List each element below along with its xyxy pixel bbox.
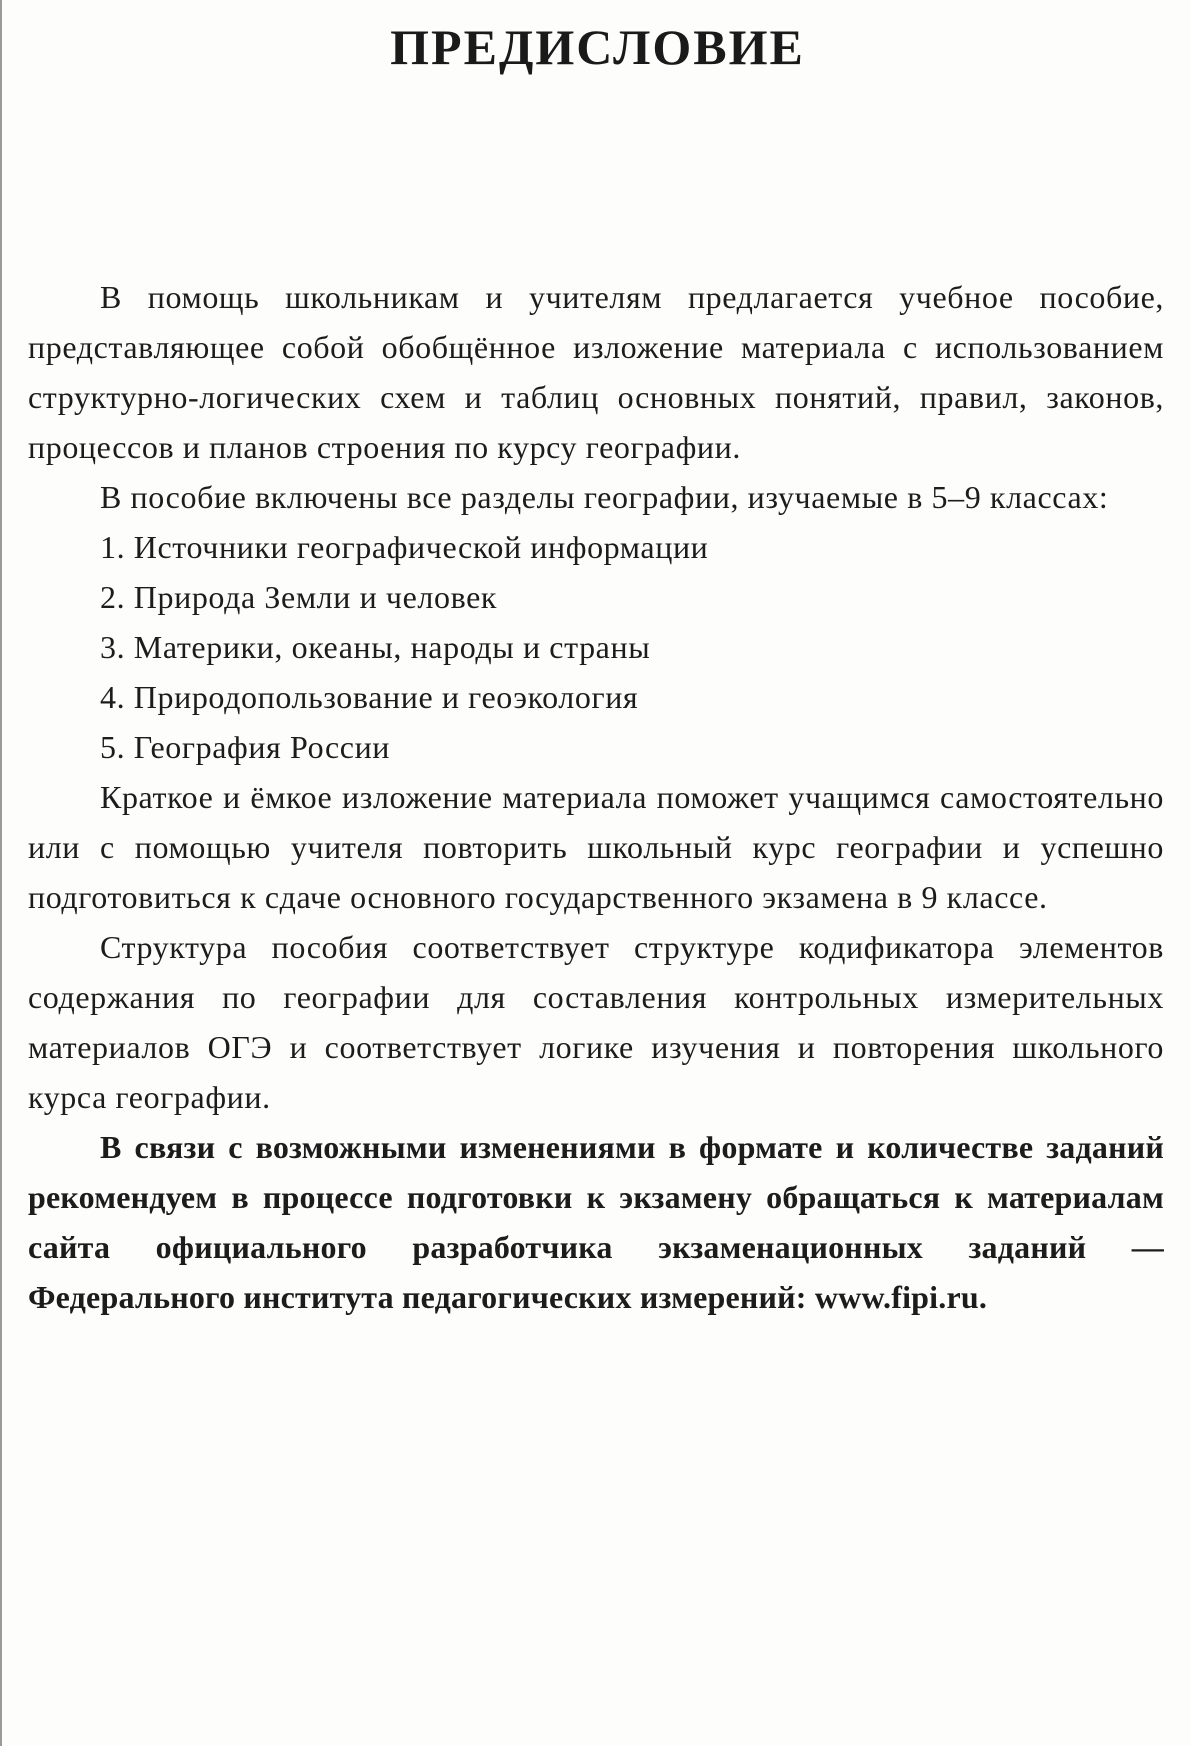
paragraph-structure: Структура пособия соответствует структуре кодификатора элементов содержания по географии для составления контрольных измерительных материалов ОГЭ и соответствует логике изучения и повторения школьного курса географии.: [28, 929, 1164, 1115]
list-item: 4. Природопользование и геоэкология: [100, 679, 639, 715]
document-body: [28, 272, 1164, 1322]
list-item: 3. Материки, океаны, народы и страны: [100, 629, 651, 665]
paragraph-sections-lead: В пособие включены все разделы географии, изучаемые в 5–9 классах:: [100, 479, 1109, 515]
paragraph-notice: В связи с возможными изменениями в формате и количестве заданий рекомендуем в процессе подготовки к экзамену обращаться к материалам сайта официального разработчика экзаменационных заданий — Федерального института педагогических измерений: www.fipi.ru.: [28, 1129, 1164, 1315]
list-item: 1. Источники географической информации: [100, 529, 709, 565]
list-item: 5. География России: [100, 729, 391, 765]
sections-list: [28, 522, 1164, 772]
paragraph-summary: Краткое и ёмкое изложение материала поможет учащимся самостоятельно или с помощью учителя повторить школьный курс географии и успешно подготовиться к сдаче основного государственного экзамена в 9 классе.: [28, 779, 1164, 915]
paragraph-intro: В помощь школьникам и учителям предлагается учебное пособие, представляющее собой обобщённое изложение материала с использованием структурно-логических схем и таблиц основных понятий, правил, законов, процессов и планов строения по курсу географии.: [28, 279, 1164, 465]
list-item: 2. Природа Земли и человек: [100, 579, 498, 615]
page-title: ПРЕДИСЛОВИЕ: [390, 19, 805, 75]
